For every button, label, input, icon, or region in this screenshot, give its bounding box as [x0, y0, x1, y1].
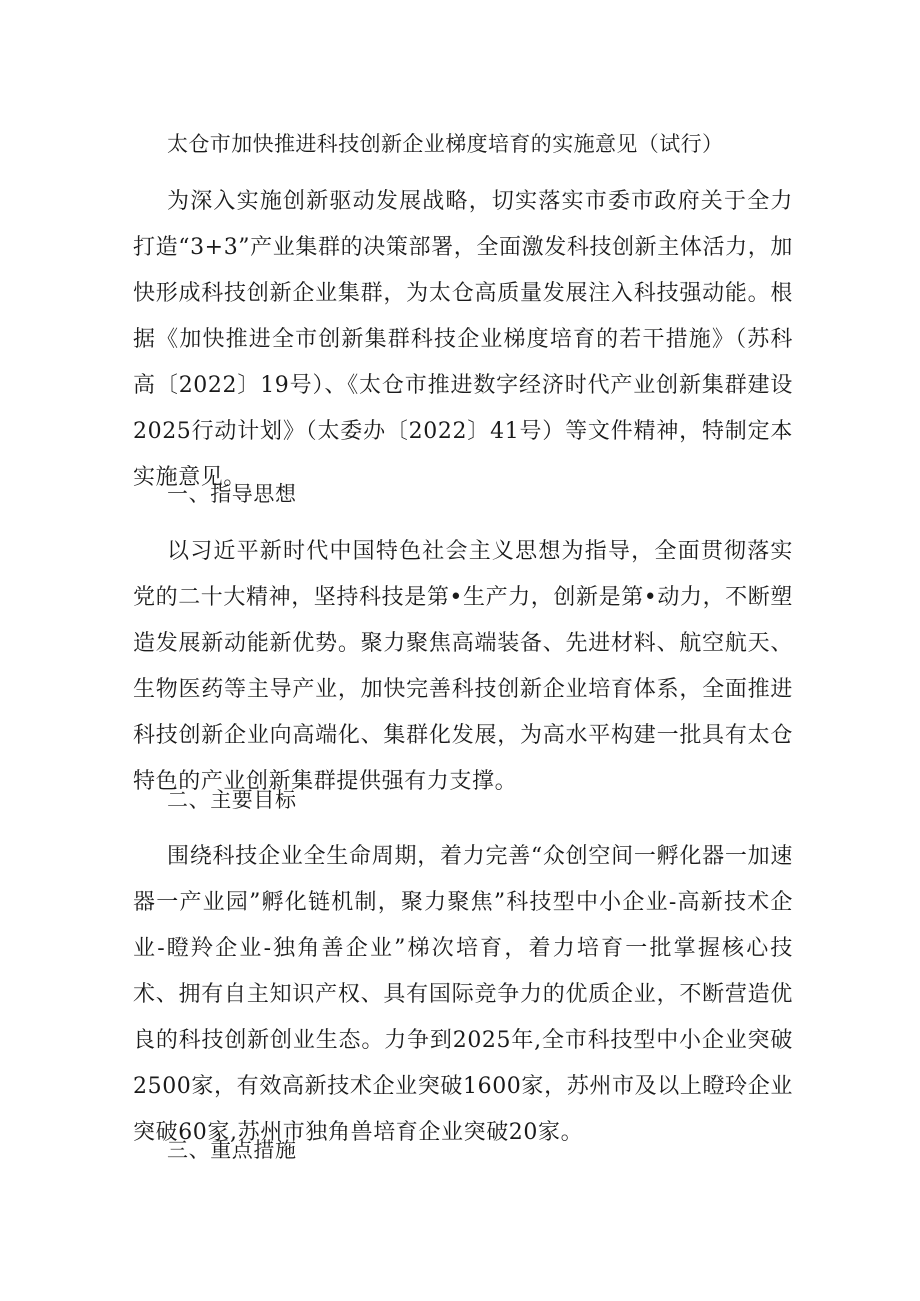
intro-text: 为深入实施创新驱动发展战略，切实落实市委市政府关于全力打造“3+3”产业集群的决策部署，全面激发科技创新主体活力，加快形成科技创新企业集群，为太仓高质量发展注入科技强动能。根据《加快推进全市创新集群科技企业梯度培育的若干措施》（苏科高〔2022〕19号）、《太仓市推进数字经济时代产业创新集群建设2025行动计划》（太委办〔2022〕41号）等文件精神，特制定本实施意见。 [133, 189, 793, 490]
section-heading-key-measures: 三、重点措施 [167, 1138, 297, 1162]
main-goals-text: 围绕科技企业全生命周期，着力完善“众创空间一孵化器一加速器一产业园”孵化链机制，聚力聚焦”科技型中小企业-高新技术企业-瞪羚企业-独角善企业”梯次培育，着力培育一批掌握核心技术、拥有自主知识产权、具有国际竞争力的优质企业，不断营造优良的科技创新创业生态。力争到2025年,全市科技型中小企业突破2500家，有效高新技术企业突破1600家，苏州市及以上瞪玲企业突破60家,苏州市独角兽培育企业突破20家。 [133, 844, 793, 1145]
main-goals-paragraph [133, 834, 793, 1156]
guiding-ideology-paragraph [133, 529, 793, 805]
intro-paragraph [133, 179, 793, 501]
section-heading-main-goals: 二、主要目标 [167, 788, 297, 812]
section-heading-guiding-ideology: 一、指导思想 [167, 482, 297, 506]
document-title: 太仓市加快推进科技创新企业梯度培育的实施意见（试行） [167, 132, 724, 156]
guiding-ideology-text: 以习近平新时代中国特色社会主义思想为指导，全面贯彻落实党的二十大精神，坚持科技是第•生产力，创新是第•动力，不断塑造发展新动能新优势。聚力聚焦高端装备、先进材料、航空航天、生物医药等主导产业，加快完善科技创新企业培育体系，全面推进科技创新企业向高端化、集群化发展，为高水平构建一批具有太仓特色的产业创新集群提供强有力支撑。 [133, 539, 793, 794]
